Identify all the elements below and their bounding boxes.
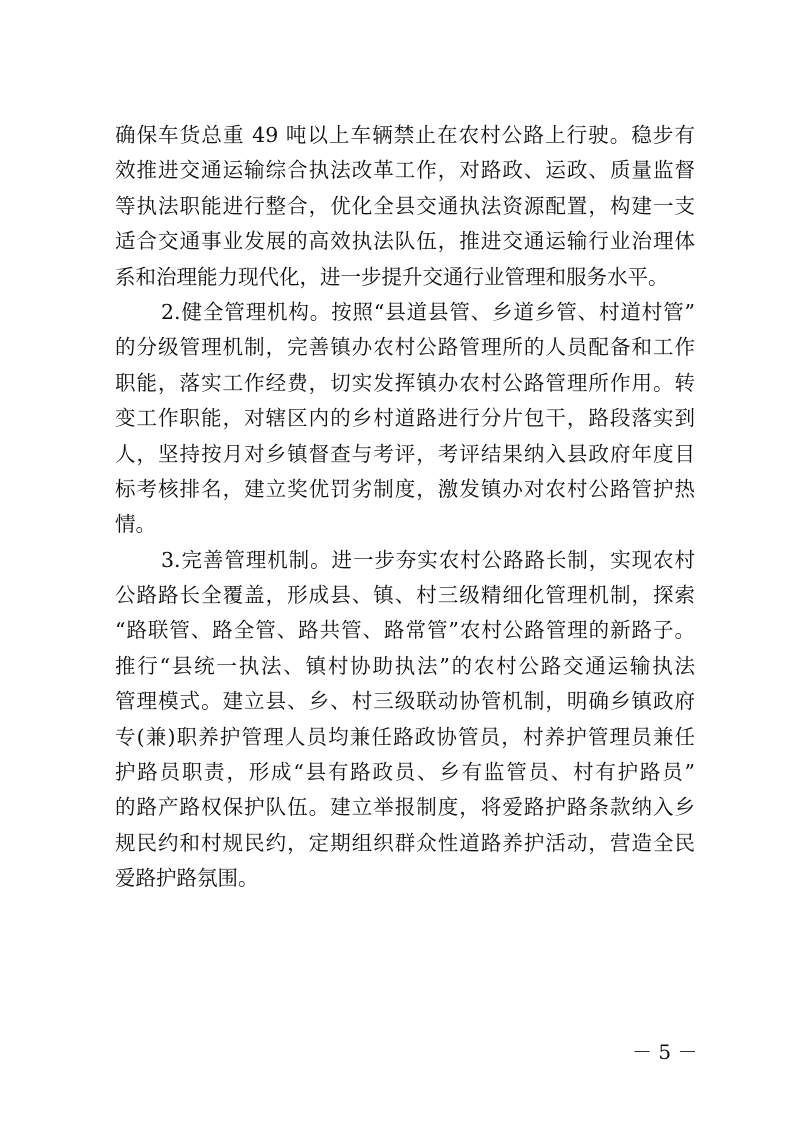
text-line: 职能，落实工作经费，切实发挥镇办农村公路管理所作用。转 xyxy=(115,370,695,395)
page-number: － 5 － xyxy=(632,1040,698,1064)
document-body xyxy=(115,118,695,897)
text-line: 标考核排名，建立奖优罚劣制度，激发镇办对农村公路管护热 xyxy=(115,476,695,501)
text-line: 的路产路权保护队伍。建立举报制度，将爱路护路条款纳入乡 xyxy=(115,795,695,820)
text-line: 变工作职能，对辖区内的乡村道路进行分片包干，路段落实到 xyxy=(115,406,695,431)
text-line: 规民约和村规民约，定期组织群众性道路养护活动，营造全民 xyxy=(115,830,695,855)
text-line: 系和治理能力现代化，进一步提升交通行业管理和服务水平。 xyxy=(115,264,669,289)
text-line: 人，坚持按月对乡镇督查与考评，考评结果纳入县政府年度目 xyxy=(115,441,695,466)
text-line: 等执法职能进行整合，优化全县交通执法资源配置，构建一支 xyxy=(115,193,695,218)
text-line: 专(兼)职养护管理人员均兼任路政协管员，村养护管理员兼任 xyxy=(115,724,695,749)
paragraph-management-mechanism xyxy=(115,543,695,897)
text-line: 爱路护路氛围。 xyxy=(115,866,259,891)
text-line: 公路路长全覆盖，形成县、镇、村三级精细化管理机制，探索 xyxy=(115,583,695,608)
section-heading-line: 3.完善管理机制。进一步夯实农村公路路长制，实现农村 xyxy=(161,547,695,572)
text-line: 推行“县统一执法、镇村协助执法”的农村公路交通运输执法 xyxy=(115,653,695,678)
text-line: 的分级管理机制，完善镇办农村公路管理所的人员配备和工作 xyxy=(115,335,695,360)
text-line: “路联管、路全管、路共管、路常管”农村公路管理的新路子。 xyxy=(115,618,695,643)
text-line: 情。 xyxy=(115,512,156,537)
section-heading-line: 2.健全管理机构。按照“县道县管、乡道乡管、村道村管” xyxy=(161,299,695,324)
text-line: 适合交通事业发展的高效执法队伍，推进交通运输行业治理体 xyxy=(115,229,695,254)
text-line: 护路员职责，形成“县有路政员、乡有监管员、村有护路员” xyxy=(115,760,695,785)
text-line: 效推进交通运输综合执法改革工作，对路政、运政、质量监督 xyxy=(115,158,695,183)
text-line: 确保车货总重 49 吨以上车辆禁止在农村公路上行驶。稳步有 xyxy=(115,123,695,147)
paragraph-management-institutions xyxy=(115,295,695,543)
paragraph-enforcement-reform xyxy=(115,118,695,295)
text-line: 管理模式。建立县、乡、村三级联动协管机制，明确乡镇政府 xyxy=(115,689,695,714)
